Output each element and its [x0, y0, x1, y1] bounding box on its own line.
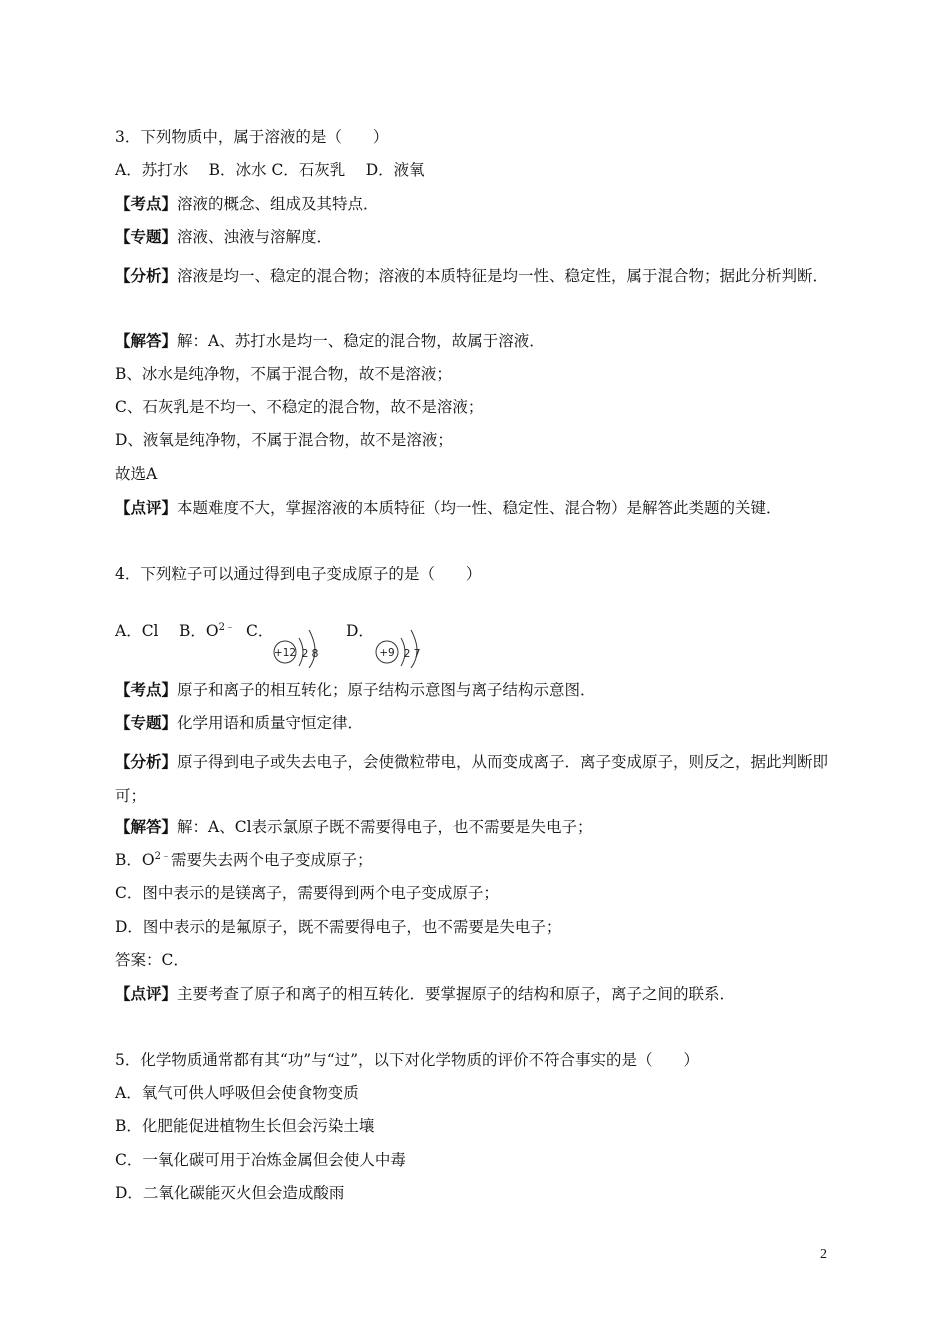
structure-diagram-c — [269, 620, 335, 668]
q3-line-c: C、石灰乳是不均一、不稳定的混合物，故不是溶液； — [115, 398, 484, 416]
q3-jieda — [115, 330, 850, 352]
q4-line-b-sup: 2﹣ — [154, 851, 171, 862]
q4-option-b-prefix: B．O — [179, 622, 219, 640]
q4-fenxi — [115, 745, 850, 813]
fenxi-text: 原子得到电子或失去电子，会使微粒带电，从而变成离子．离子变成原子，则反之，据此判断即可； — [115, 753, 829, 805]
shell-electrons-2: 8 — [311, 647, 319, 660]
q3-fenxi — [115, 259, 850, 293]
zhuanti-text: 化学用语和质量守恒定律． — [177, 714, 364, 732]
nucleus-charge: +12 — [273, 647, 297, 659]
q4-option-c: C． — [246, 622, 274, 640]
q3-line-d: D、液氧是纯净物，不属于混合物，故不是溶液； — [115, 431, 453, 449]
q5-option-c: C．一氧化碳可用于冶炼金属但会使人中毒 — [115, 1151, 406, 1169]
q4-option-d: D． — [346, 622, 374, 640]
structure-diagram-d — [371, 620, 437, 668]
dianping-text: 主要考查了原子和离子的相互转化．要掌握原子的结构和原子，离子之间的联系． — [177, 985, 736, 1003]
q4-line-b — [115, 849, 850, 871]
shell-electrons-1: 2 — [301, 647, 309, 660]
q4-line-b-rest: 需要失去两个电子变成原子； — [170, 851, 373, 869]
q4-kaodian — [115, 679, 850, 701]
q4-line-c: C．图中表示的是镁离子，需要得到两个电子变成原子； — [115, 884, 499, 902]
kaodian-tag: 【考点】 — [115, 194, 178, 213]
fenxi-tag: 【分析】 — [115, 266, 178, 285]
q3-options: A．苏打水 B．冰水 C．石灰乳 D．液氧 — [115, 161, 425, 179]
dianping-text: 本题难度不大，掌握溶液的本质特征（均一性、稳定性、混合物）是解答此类题的关键． — [177, 499, 782, 517]
q4-line-b-prefix: B．O — [115, 851, 155, 869]
fenxi-text: 溶液是均一、稳定的混合物；溶液的本质特征是均一性、稳定性，属于混合物；据此分析判断． — [177, 267, 829, 285]
q5-option-b: B．化肥能促进植物生长但会污染土壤 — [115, 1117, 375, 1135]
q3-line-b: B、冰水是纯净物，不属于混合物，故不是溶液； — [115, 365, 452, 383]
q4-line-d: D．图中表示的是氟原子，既不需要得电子，也不需要是失电子； — [115, 918, 562, 936]
q5-stem: 5．化学物质通常都有其“功”与“过”，以下对化学物质的评价不符合事实的是（ ） — [115, 1051, 700, 1069]
zhuanti-tag: 【专题】 — [115, 227, 178, 246]
q5-option-a: A．氧气可供人呼吸但会使食物变质 — [115, 1084, 359, 1102]
q3-stem: 3．下列物质中，属于溶液的是（ ） — [115, 128, 389, 146]
dianping-tag: 【点评】 — [115, 498, 178, 517]
q4-zhuanti — [115, 712, 850, 734]
kaodian-text: 溶液的概念、组成及其特点． — [177, 195, 379, 213]
q3-zhuanti — [115, 226, 850, 248]
zhuanti-tag: 【专题】 — [115, 713, 178, 732]
q4-stem: 4．下列粒子可以通过得到电子变成原子的是（ ） — [115, 565, 482, 583]
jieda-text: 解：A、Cl表示氯原子既不需要得电子，也不需要是失电子； — [177, 818, 593, 836]
shell-electrons-1: 2 — [403, 647, 411, 660]
q4-option-a: A．Cl — [115, 622, 159, 640]
jieda-tag: 【解答】 — [115, 331, 178, 350]
q4-answer: 答案：C． — [115, 951, 189, 969]
fenxi-tag: 【分析】 — [115, 752, 178, 771]
jieda-text: 解：A、苏打水是均一、稳定的混合物，故属于溶液． — [177, 332, 545, 350]
jieda-tag: 【解答】 — [115, 817, 178, 836]
q3-answer: 故选A — [115, 465, 158, 483]
kaodian-tag: 【考点】 — [115, 680, 178, 699]
q4-option-b-sup: 2﹣ — [218, 622, 235, 633]
q3-dianping — [115, 497, 850, 519]
nucleus-charge: +9 — [379, 647, 395, 659]
q4-option-b — [179, 620, 235, 642]
q5-option-d: D．二氧化碳能灭火但会造成酸雨 — [115, 1184, 345, 1202]
q3-kaodian — [115, 193, 850, 215]
kaodian-text: 原子和离子的相互转化；原子结构示意图与离子结构示意图． — [177, 681, 596, 699]
shell-electrons-2: 7 — [413, 647, 421, 660]
zhuanti-text: 溶液、浊液与溶解度． — [177, 228, 333, 246]
dianping-tag: 【点评】 — [115, 984, 178, 1003]
q4-dianping — [115, 983, 850, 1005]
q4-options-row — [115, 620, 850, 668]
page-number: 2 — [820, 1247, 827, 1262]
q4-jieda — [115, 816, 850, 838]
